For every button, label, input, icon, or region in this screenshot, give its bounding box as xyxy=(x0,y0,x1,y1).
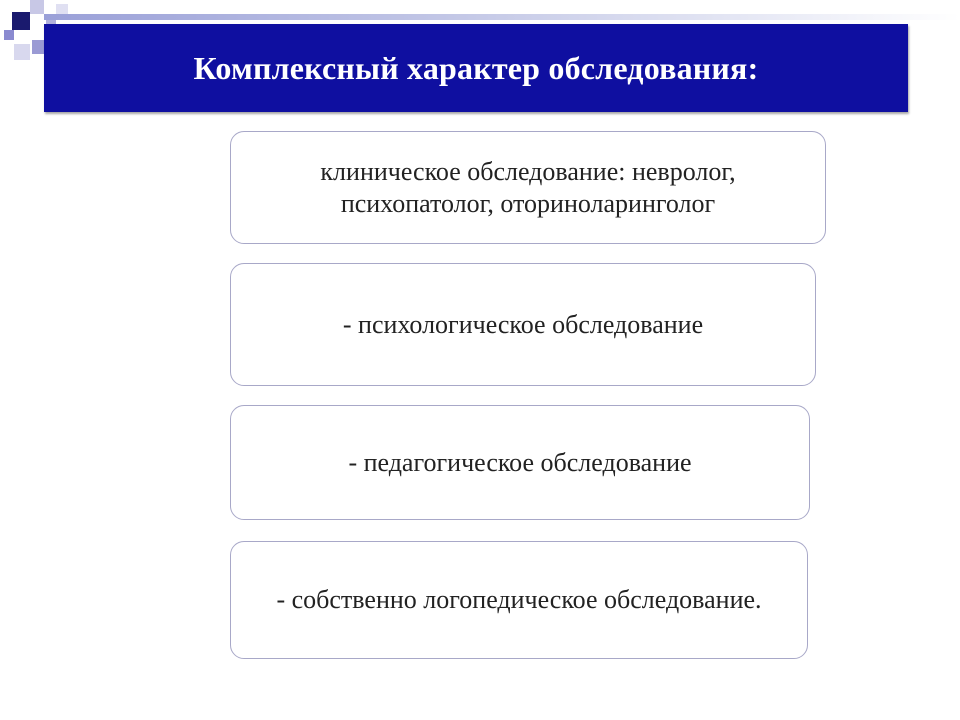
item-text: - педагогическое обследование xyxy=(348,447,692,477)
item-box-pedagogical xyxy=(230,405,810,520)
title-banner xyxy=(44,24,908,112)
decor-square-icon xyxy=(12,12,30,30)
decor-square-icon xyxy=(4,30,14,40)
decor-square-icon xyxy=(14,44,30,60)
item-box-speech-therapy xyxy=(230,541,808,659)
item-text: - собственно логопедическое обследование. xyxy=(276,585,762,615)
item-box-psychological xyxy=(230,263,816,386)
slide-title: Комплексный характер обследования: xyxy=(193,49,759,86)
decor-square-icon xyxy=(30,0,44,14)
item-box-clinical xyxy=(230,131,826,244)
top-divider-line xyxy=(44,14,960,20)
item-text: - психологическое обследование xyxy=(342,309,704,339)
item-text: клиническое обследование: невролог, психопатолог, оториноларинголог xyxy=(320,157,736,218)
